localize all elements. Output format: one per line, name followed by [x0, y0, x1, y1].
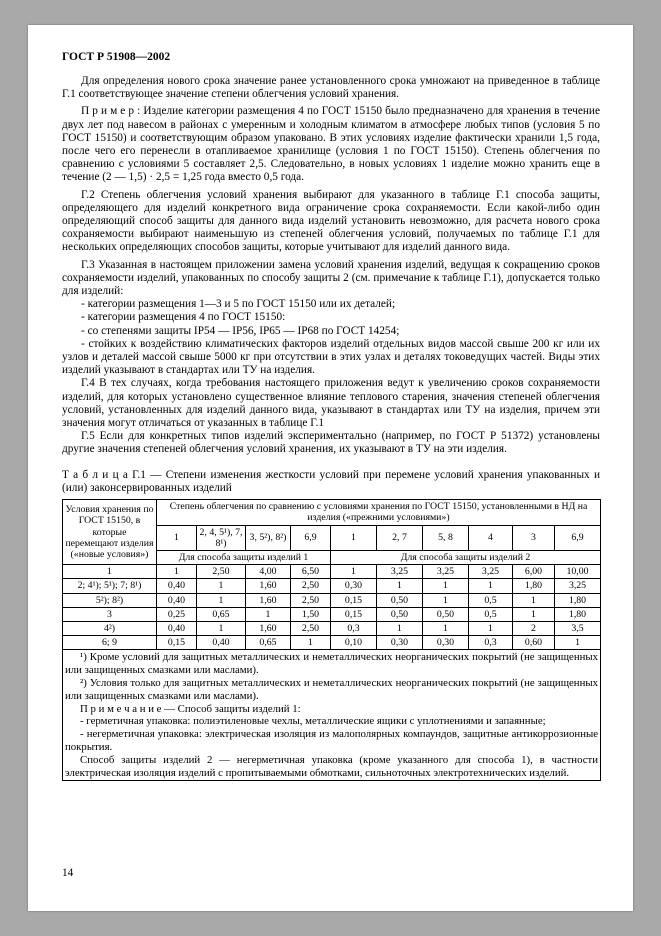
table-notes-row	[63, 650, 601, 781]
cell: 0,5	[469, 593, 513, 607]
cell: 1	[423, 579, 469, 593]
paragraph-intro: Для определения нового срока значение ранее установленного срока умножают на приведенное в таблице Г.1 соответствующее значение степени облегчения условий хранения.	[62, 75, 600, 101]
header-conditions-cell: Условия хранения по ГОСТ 15150, в которые перемещают изделия («новые условия»)	[63, 500, 157, 565]
cell: 10,00	[555, 565, 601, 579]
cell: 1	[197, 621, 246, 635]
col-header-3: 6,9	[291, 525, 331, 550]
cell: 0,3	[331, 621, 377, 635]
cell: 6,00	[513, 565, 555, 579]
cell: 0,40	[157, 579, 197, 593]
cell: 1,80	[555, 593, 601, 607]
col-header-4: 1	[331, 525, 377, 550]
paragraph-g5: Г.5 Если для конкретных типов изделий экспериментально (например, по ГОСТ Р 51372) установлены другие значения степеней облегчения условий хранения, их указывают в ТУ на эти изделия.	[62, 430, 600, 456]
cell: 0,30	[423, 636, 469, 650]
cell: 4,00	[246, 565, 291, 579]
cell: 6,50	[291, 565, 331, 579]
header-degree-cell: Степень облегчения по сравнению с условиями хранения по ГОСТ 15150, установленными в НД на изделия («прежними условиями»)	[157, 500, 601, 525]
cell: 3,25	[469, 565, 513, 579]
list-item-1: - категории размещения 1—3 и 5 по ГОСТ 15150 или их деталей;	[81, 298, 396, 311]
cell: 1	[423, 593, 469, 607]
cell: 0,15	[331, 607, 377, 621]
cell: 0,10	[331, 636, 377, 650]
table-row-5	[63, 621, 601, 635]
paragraph-g2: Г.2 Степень облегчения условий хранения выбирают для указанного в таблице Г.1 способа защиты, определяющего для изделий конкретного вида ограничение срока сохраняемости. Если какой-либо один определяющий способ защиты для данного вида изделий установить невозможно, для расчета нового срока сохраняемости выбирают наименьшую из степеней облегчения условий, получаемых по таблице Г.1 для нескольких определяющих способов защиты, которые учитывают для изделий данного вида.	[62, 188, 600, 254]
cell: 0,40	[157, 593, 197, 607]
table-notes-cell	[63, 650, 601, 781]
running-header: ГОСТ Р 51908—2002	[62, 51, 171, 63]
group-header-method1: Для способа защиты изделий 1	[157, 550, 331, 564]
list-item-3: - со степенями защиты IP54 — IP56, IP65 — IP68 по ГОСТ 14254;	[81, 324, 400, 337]
col-header-1: 2, 4, 5¹), 7, 8¹)	[197, 525, 246, 550]
group-header-method2: Для способа защиты изделий 2	[331, 550, 601, 564]
cell: 1,50	[291, 607, 331, 621]
cell: 3,5	[555, 621, 601, 635]
cell: 0,15	[157, 636, 197, 650]
col-header-8: 3	[513, 525, 555, 550]
cell: 0,15	[331, 593, 377, 607]
table-row-2	[63, 579, 601, 593]
col-header-9: 6,9	[555, 525, 601, 550]
footnote-2: ²) Условия только для защитных металлических и неметаллических неорганических покрытий (не защищенных или защищенных смазками или маслами).	[65, 676, 599, 702]
cell: 2,50	[291, 579, 331, 593]
row-label: 2; 4¹); 5¹); 7; 8¹)	[63, 579, 157, 593]
cell: 1,60	[246, 621, 291, 635]
cell: 2	[513, 621, 555, 635]
col-header-5: 2, 7	[377, 525, 423, 550]
cell: 1	[331, 565, 377, 579]
cell: 0,5	[469, 607, 513, 621]
cell: 1	[197, 579, 246, 593]
cell: 3,25	[555, 579, 601, 593]
cell: 1	[197, 593, 246, 607]
col-header-0: 1	[157, 525, 197, 550]
row-label: 3	[63, 607, 157, 621]
cell: 1	[469, 579, 513, 593]
cell: 2,50	[291, 593, 331, 607]
col-header-7: 4	[469, 525, 513, 550]
row-label: 5²); 8²)	[63, 593, 157, 607]
cell: 1	[377, 621, 423, 635]
table-g1	[62, 499, 601, 781]
cell: 2,50	[197, 565, 246, 579]
cell: 0,65	[197, 607, 246, 621]
row-label: 1	[63, 565, 157, 579]
row-label: 4²)	[63, 621, 157, 635]
cell: 0,25	[157, 607, 197, 621]
cell: 0,50	[377, 593, 423, 607]
table-row-6	[63, 636, 601, 650]
cell: 1,60	[246, 593, 291, 607]
cell: 0,60	[513, 636, 555, 650]
table-row-4	[63, 607, 601, 621]
cell: 0,40	[197, 636, 246, 650]
note-method2: Способ защиты изделий 2 — негерметичная упаковка (кроме указанного для способа 1), в частности электрическая изоляция изделий с пропитываемыми обмотками, сильноточных электротехнических изделий.	[65, 753, 599, 779]
cell: 1	[157, 565, 197, 579]
note-item-2: - негерметичная упаковка: электрическая изоляция из малополярных компаундов, защитные антикоррозионные покрытия.	[65, 728, 599, 753]
cell: 1	[513, 593, 555, 607]
paragraph-example: П р и м е р : Изделие категории размещения 4 по ГОСТ 15150 было предназначено для хранения в течение двух лет под навесом в районах с умеренным и холодным климатом в атмосфере любых типов (условия 5 по ГОСТ 15150) и соответствующим образом упаковано. В этих условиях изделие фактически хранили 1,5 года, после чего его перенесли в отапливаемое хранилище (условия 1 по ГОСТ 15150). Степень облегчения по сравнению с условиями 5 составляет 2,5. Следовательно, в новых условиях 1 изделие можно хранить еще в течение (2 — 1,5) · 2,5 = 1,25 года вместо 0,5 года.	[62, 105, 600, 184]
paragraph-g3: Г.3 Указанная в настоящем приложении замена условий хранения изделий, ведущая к сокращению сроков сохраняемости изделий, упакованных по способу защиты 2 (см. примечание к таблице Г.1), допускается только для изделий:	[62, 258, 600, 298]
table-row-1	[63, 565, 601, 579]
cell: 3,25	[423, 565, 469, 579]
document-page	[28, 25, 633, 911]
table-header-row	[63, 500, 601, 525]
cell: 0,50	[423, 607, 469, 621]
cell: 0,30	[331, 579, 377, 593]
cell: 1	[469, 621, 513, 635]
list-item-4: - стойких к воздействию климатических факторов изделий отдельных видов массой свыше 200 кг или их узлов и деталей массой свыше 5000 кг при отсутствии в этих узлах и деталях токоведущих частей. Виды этих изделий указывают в стандартах или ТУ на изделия.	[62, 337, 600, 377]
cell: 2,50	[291, 621, 331, 635]
page-number: 14	[62, 867, 74, 879]
col-header-2: 3, 5²), 8²)	[246, 525, 291, 550]
cell: 1	[513, 607, 555, 621]
cell: 1,60	[246, 579, 291, 593]
cell: 0,65	[246, 636, 291, 650]
cell: 1,80	[513, 579, 555, 593]
note-title: П р и м е ч а н и е — Способ защиты изделий 1:	[80, 702, 301, 715]
list-item-2: - категории размещения 4 по ГОСТ 15150:	[81, 311, 286, 324]
table-row-3	[63, 593, 601, 607]
cell: 0,50	[377, 607, 423, 621]
cell: 0,30	[377, 636, 423, 650]
cell: 0,40	[157, 621, 197, 635]
paragraph-g4: Г.4 В тех случаях, когда требования настоящего приложения ведут к увеличению сроков сохраняемости изделий, для которых установлено существенное влияние теплового старения, значения степеней облегчения условий, установленных для изделий данного вида, указывают в стандартах или ТУ на изделия, причем эти значения могут отличаться от указанных в таблице Г.1	[62, 377, 600, 430]
cell: 1	[555, 636, 601, 650]
col-header-6: 5, 8	[423, 525, 469, 550]
cell: 1	[291, 636, 331, 650]
footnote-1: ¹) Кроме условий для защитных металлических и неметаллических неорганических покрытий (не защищенных или защищенных смазками или маслами).	[65, 651, 599, 677]
cell: 1	[246, 607, 291, 621]
row-label: 6; 9	[63, 636, 157, 650]
table-caption: Т а б л и ц а Г.1 — Степени изменения жесткости условий при перемене условий хранения упакованных и (или) законсервированных изделий	[62, 468, 600, 494]
cell: 1	[423, 621, 469, 635]
note-item-1: - герметичная упаковка: полиэтиленовые чехлы, металлические ящики с уплотнениями и запаянные;	[80, 715, 546, 728]
cell: 1,80	[555, 607, 601, 621]
cell: 1	[377, 579, 423, 593]
cell: 0,3	[469, 636, 513, 650]
cell: 3,25	[377, 565, 423, 579]
